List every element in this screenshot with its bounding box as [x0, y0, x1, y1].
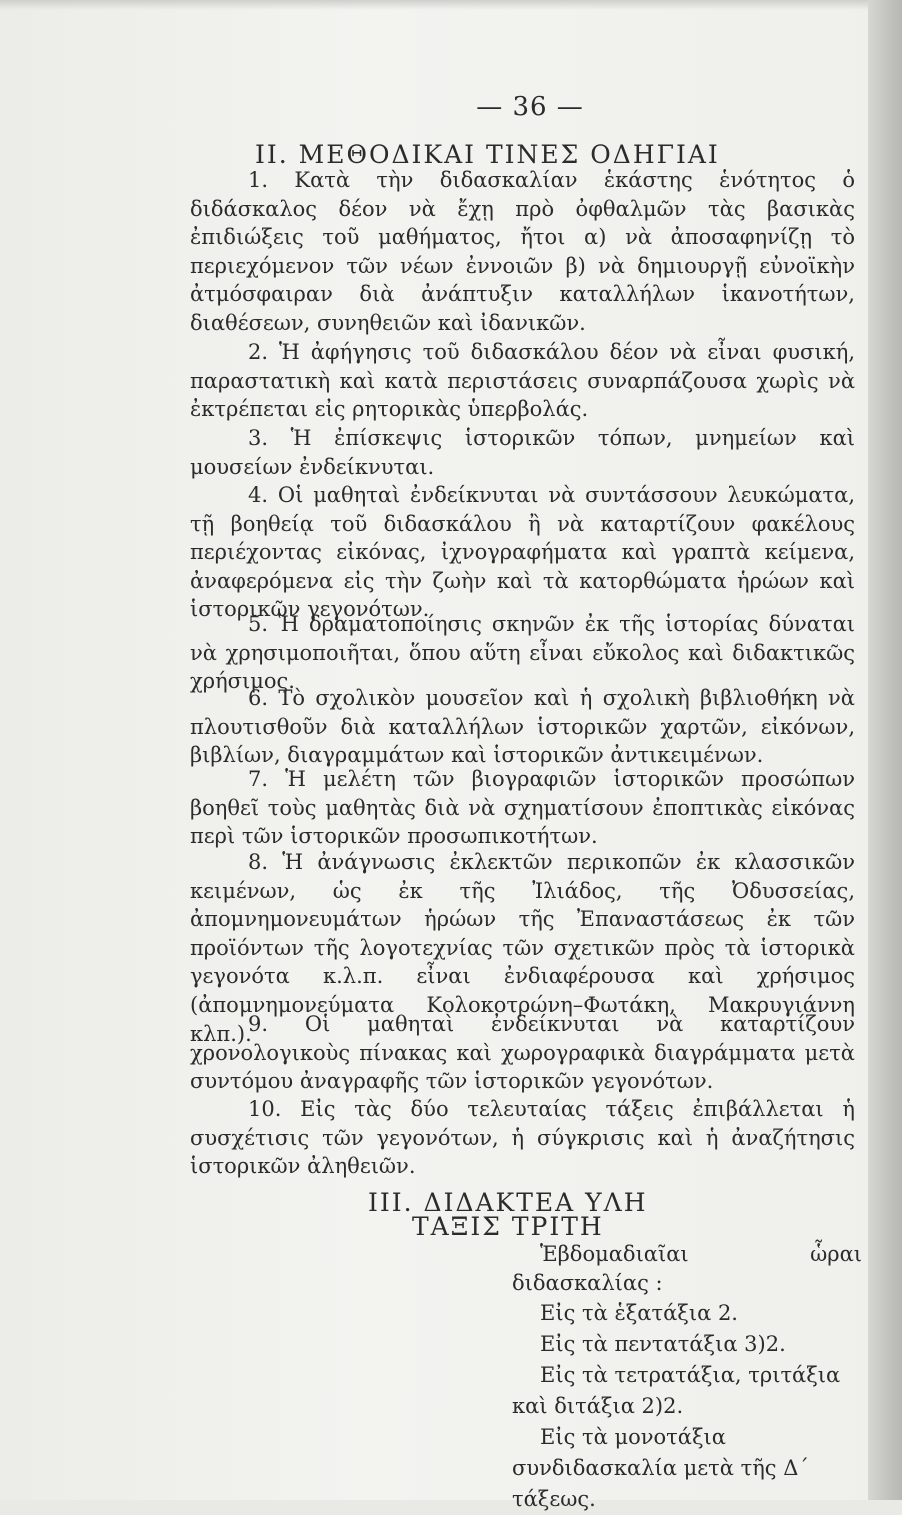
paragraph-10: 10. Εἰς τὰς δύο τελευταίας τάξεις ἐπιβάλλεται ἡ συσχέτισις τῶν γεγονότων, ἡ σύγκρισις καὶ ἡ ἀναζήτησις ἱστορικῶν ἀληθειῶν.	[190, 1097, 855, 1179]
paragraph-6: 6. Τὸ σχολικὸν μουσεῖον καὶ ἡ σχολικὴ βιβλιοθήκη νὰ πλουτισθοῦν διὰ καταλλήλων ἱστορικῶν χαρτῶν, εἰκόνων, βιβλίων, διαγραμμάτων καὶ ἱστορικῶν ἀντικειμένων.	[190, 686, 855, 768]
weekly-hours-intro: Ἑβδομαδιαῖαι ὧραι διδασκαλίας :	[512, 1242, 862, 1295]
list-item: Εἰς τὰ τετρατάξια, τριτάξια καὶ διτάξια 2)2.	[512, 1363, 841, 1418]
section-iii-subtitle: ΤΑΞΙΣ ΤΡΙΤΗ	[412, 1212, 604, 1241]
page-number: — 36 —	[476, 92, 584, 122]
book-spine-shadow	[868, 0, 902, 1500]
page-top-edge	[0, 0, 902, 10]
paragraph-8: 8. Ἡ ἀνάγνωσις ἐκλεκτῶν περικοπῶν ἐκ κλασσικῶν κειμένων, ὡς ἐκ τῆς Ἰλιάδος, τῆς Ὀδυσσείας, ἀπομνημονευμάτων ἡρώων τῆς Ἐπαναστάσεως ἐκ τῶν προϊόντων τῆς λογοτεχνίας τῶν σχετικῶν πρὸς τὰ ἱστορικὰ γεγονότα κ.λ.π. εἶναι ἐνδιαφέρουσα καὶ χρήσιμος (ἀπομνημονεύματα Κολοκοτρώνη–Φωτάκη, Μακρυγιάννη κλπ.).	[190, 850, 855, 1046]
list-item: Εἰς τὰ ἑξατάξια 2.	[540, 1301, 738, 1325]
paragraph-4: 4. Οἱ μαθηταὶ ἐνδείκνυται νὰ συντάσσουν λευκώματα, τῇ βοηθείᾳ τοῦ διδασκάλου ἢ νὰ καταρτίζουν φακέλους περιέχοντας εἰκόνας, ἰχνογραφήματα καὶ γραπτὰ κείμενα, ἀναφερόμενα εἰς τὴν ζωὴν καὶ τὰ κατορθώματα ἡρώων καὶ ἱστορικῶν γεγονότων.	[190, 483, 855, 622]
paragraph-9: 9. Οἱ μαθηταὶ ἐνδείκνυται νὰ καταρτίζουν χρονολογικοὺς πίνακας καὶ χωρογραφικὰ διαγράμματα μετὰ συντόμου ἀναγραφῆς τῶν ἱστορικῶν γεγονότων.	[190, 1012, 855, 1094]
paragraph-1: 1. Κατὰ τὴν διδασκαλίαν ἑκάστης ἑνότητος ὁ διδάσκαλος δέον νὰ ἔχῃ πρὸ ὀφθαλμῶν τὰς βασικὰς ἐπιδιώξεις τοῦ μαθήματος, ἤτοι α) νὰ ἀποσαφηνίζῃ τὸ περιεχόμενον τῶν νέων ἐννοιῶν β) νὰ δημιουργῇ εὐνοϊκὴν ἀτμόσφαιραν διὰ ἀνάπτυξιν καταλλήλων ἱκανοτήτων, διαθέσεων, συνηθειῶν καὶ ἰδανικῶν.	[190, 168, 855, 335]
paragraph-7: 7. Ἡ μελέτη τῶν βιογραφιῶν ἱστορικῶν προσώπων βοηθεῖ τοὺς μαθητὰς διὰ νὰ σχηματίσουν ἐποπτικὰς εἰκόνας περὶ τῶν ἱστορικῶν προσωπικοτήτων.	[190, 767, 855, 849]
list-item: Εἰς τὰ μονοτάξια συνδιδασκαλία μετὰ τῆς Δ΄ τάξεως.	[512, 1425, 809, 1511]
paragraph-2: 2. Ἡ ἀφήγησις τοῦ διδασκάλου δέον νὰ εἶναι φυσική, παραστατικὴ καὶ κατὰ περιστάσεις συναρπάζουσα χωρὶς νὰ ἐκτρέπεται εἰς ρητορικὰς ὑπερβολάς.	[190, 340, 855, 422]
list-item: Εἰς τὰ πεντατάξια 3)2.	[540, 1332, 786, 1356]
paragraph-3: 3. Ἡ ἐπίσκεψις ἱστορικῶν τόπων, μνημείων καὶ μουσείων ἐνδείκνυται.	[190, 426, 855, 479]
section-ii-title: II. ΜΕΘΟΔΙΚΑΙ ΤΙΝΕΣ ΟΔΗΓΙΑΙ	[255, 140, 720, 169]
section-iii-title: III. ΔΙΔΑΚΤΕΑ ΥΛΗ	[368, 1188, 648, 1217]
weekly-hours-list	[512, 1298, 862, 1515]
paragraph-5: 5. Ἡ δραματοποίησις σκηνῶν ἐκ τῆς ἱστορίας δύναται νὰ χρησιμοποιῆται, ὅπου αὕτη εἶναι εὔκολος καὶ διδακτικῶς χρήσιμος.	[190, 612, 855, 694]
